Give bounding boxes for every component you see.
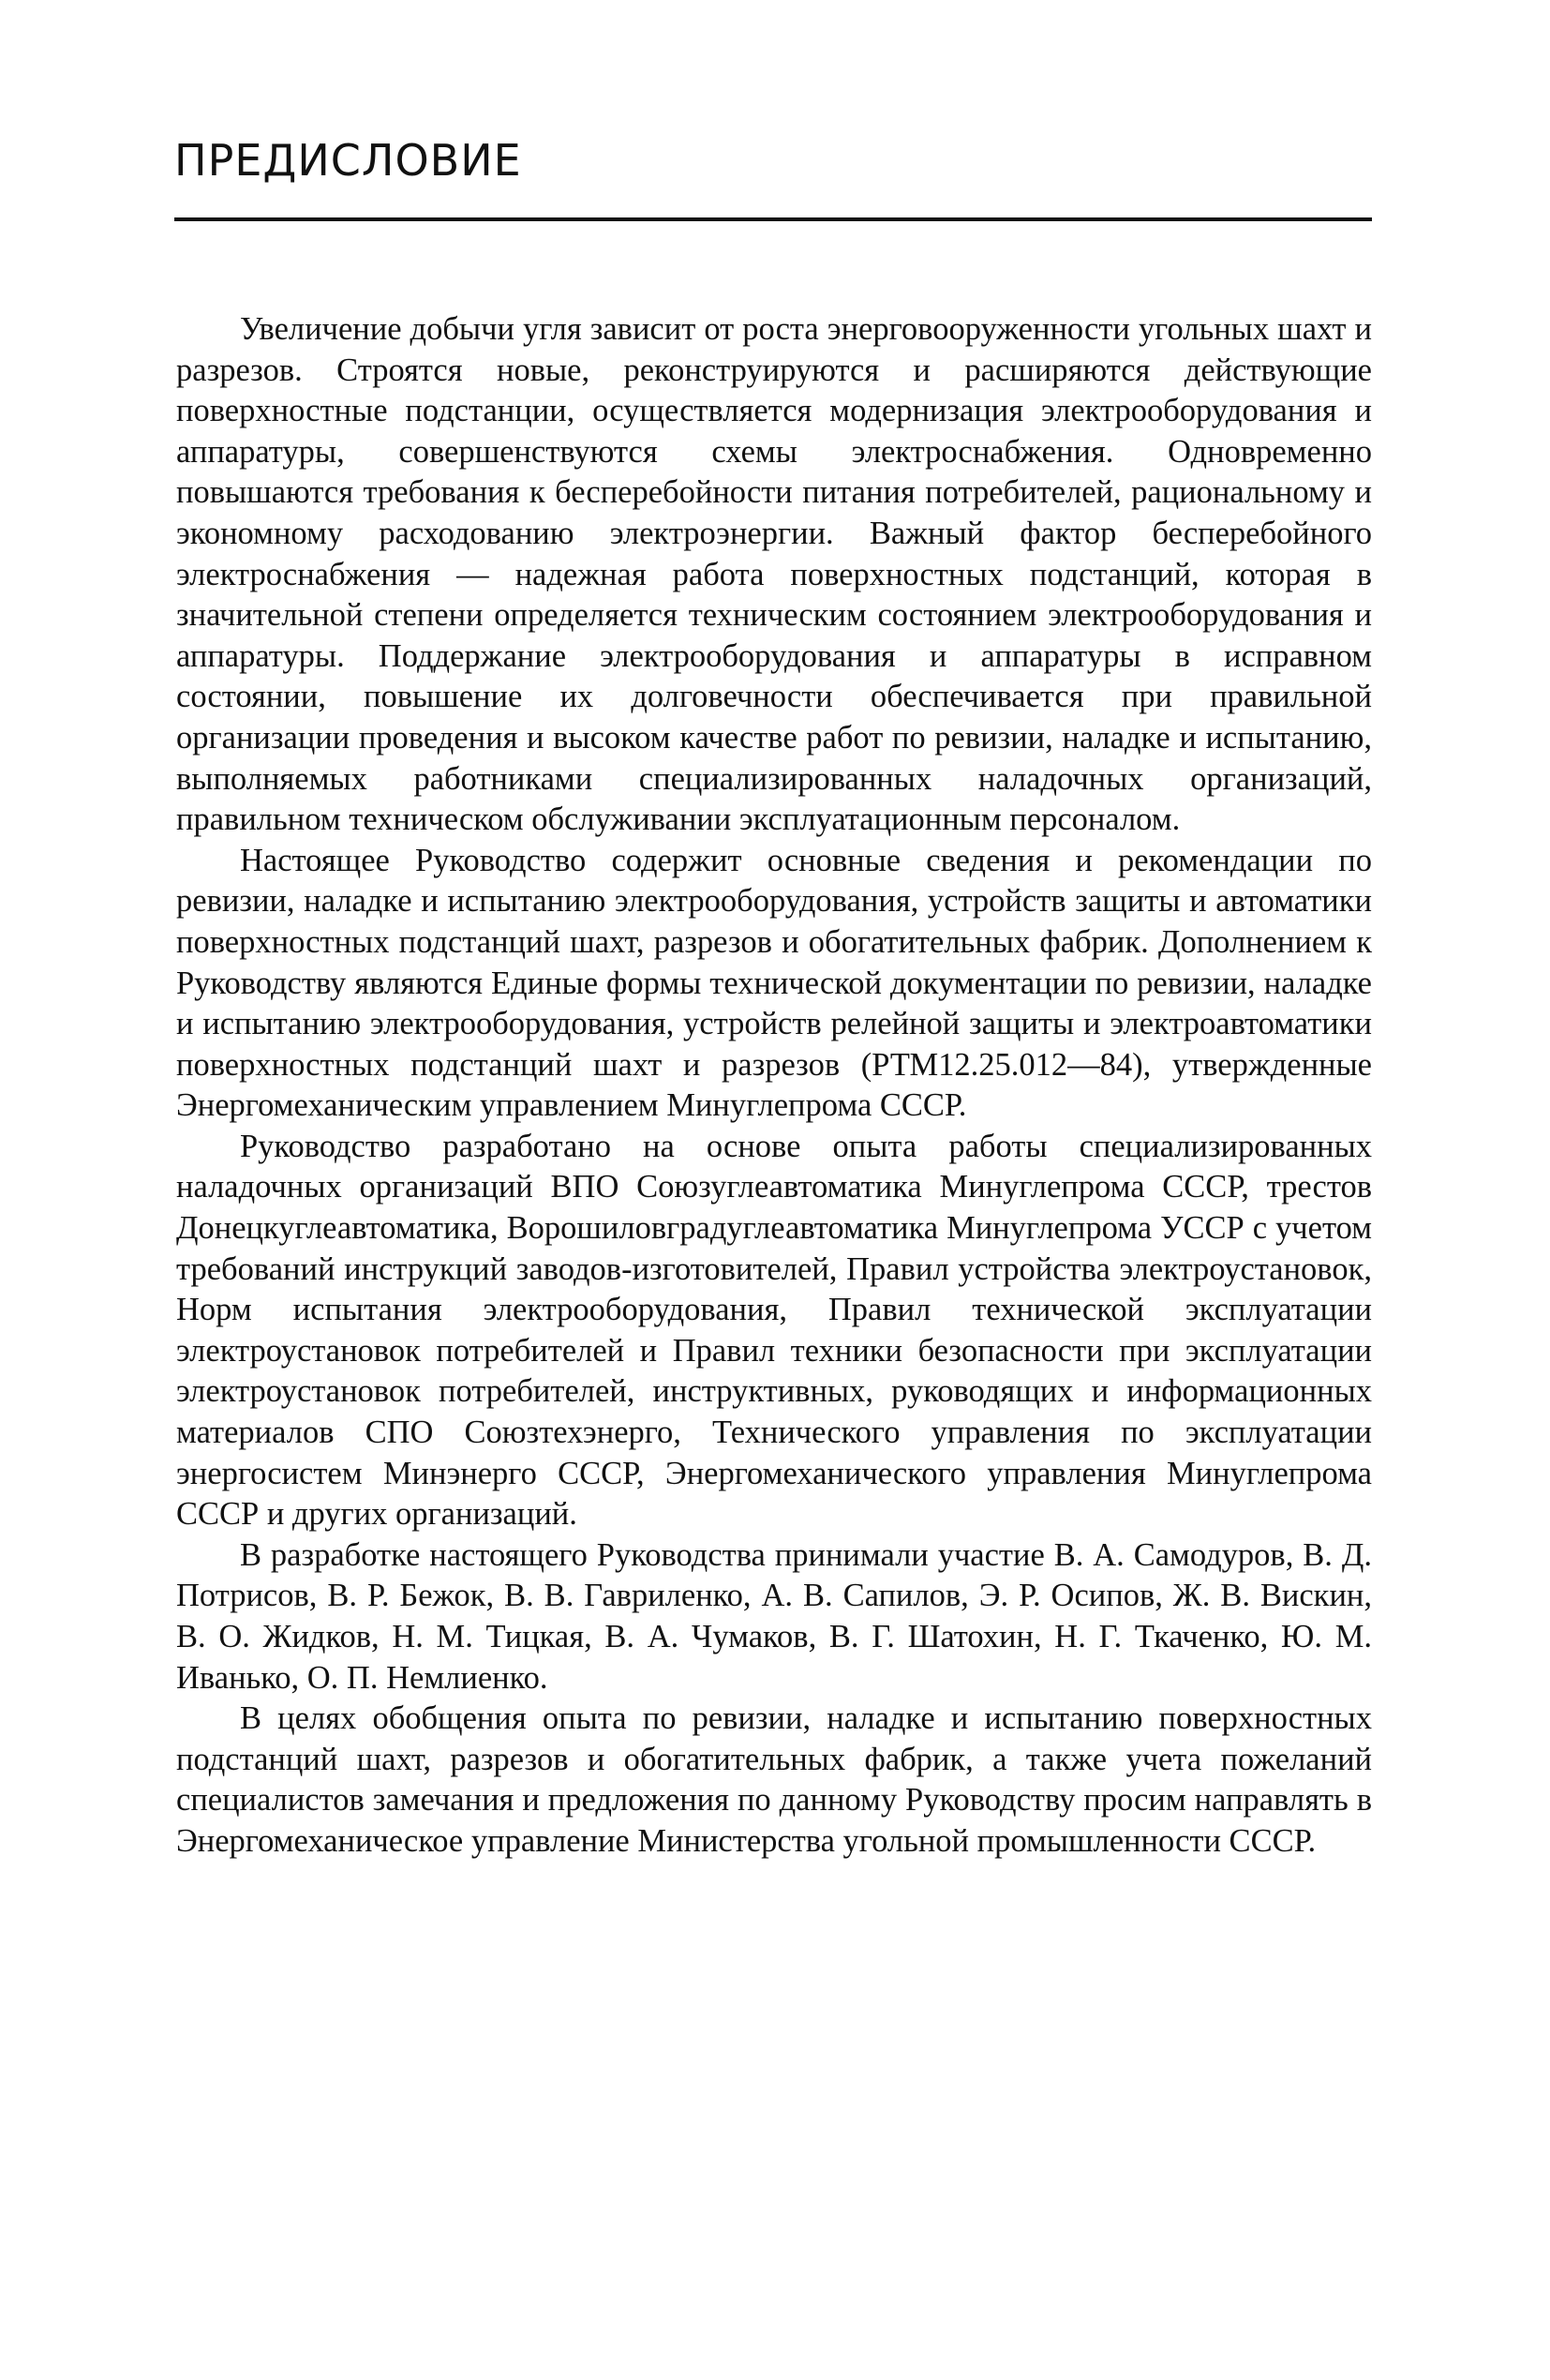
paragraph-intro: Увеличение добычи угля зависит от роста энерговооруженности угольных шахт и разрезов. Строятся новые, реконструируются и расширяются действующие поверхностные подстанции, осуществляется модернизация электрооборудования и аппаратуры, совершенствуются схемы электроснабжения. Одновременно повышаются требования к бесперебойности питания потребителей, рациональному и экономному расходованию электроэнергии. Важный фактор бесперебойного электроснабжения — надежная работа поверхностных подстанций, которая в значительной степени определяется техническим состоянием электрооборудования и аппаратуры. Поддержание электрооборудования и аппаратуры в исправном состоянии, повышение их долговечности обеспечивается при правильной организации проведения и высоком качестве работ по ревизии, наладке и испытанию, выполняемых работниками специализированных наладочных организаций, правильном техническом обслуживании эксплуатационным персоналом. — [176, 311, 1372, 838]
paragraph-authors: В разработке настоящего Руководства принимали участие В. А. Самодуров, В. Д. Потрисов, В. Р. Бежок, В. В. Гавриленко, А. В. Сапилов, Э. Р. Осипов, Ж. В. Вискин, В. О. Жидков, Н. М. Тицкая, В. А. Чумаков, В. Г. Шатохин, Н. Г. Ткаченко, Ю. М. Иванько, О. П. Немлиенко. — [176, 1536, 1372, 1696]
paragraph-feedback: В целях обобщения опыта по ревизии, наладке и испытанию поверхностных подстанций шахт, разрезов и обогатительных фабрик, а также учета пожеланий специалистов замечания и предложения по данному Руководству просим направлять в Энергомеханическое управление Министерства угольной промышленности СССР. — [176, 1700, 1372, 1859]
page-title: ПРЕДИСЛОВИЕ — [174, 135, 522, 186]
body-text — [176, 309, 1372, 1863]
title-divider — [174, 217, 1372, 221]
paragraph-basis: Руководство разработано на основе опыта работы специализированных наладочных организаций ВПО Союзуглеавтоматика Минуглепрома СССР, трестов Донецкуглеавтоматика, Ворошиловградуглеавтоматика Минуглепрома УССР с учетом требований инструкций заводов-изготовителей, Правил устройства электроустановок, Норм испытания электрооборудования, Правил технической эксплуатации электроустановок потребителей и Правил техники безопасности при эксплуатации электроустановок потребителей, инструктивных, руководящих и информационных материалов СПО Союзтехэнерго, Технического управления по эксплуатации энергосистем Минэнерго СССР, Энергомеханического управления Минуглепрома СССР и других организаций. — [176, 1128, 1372, 1533]
paragraph-contents: Настоящее Руководство содержит основные сведения и рекомендации по ревизии, наладке и испытанию электрооборудования, устройств защиты и автоматики поверхностных подстанций шахт, разрезов и обогатительных фабрик. Дополнением к Руководству являются Единые формы технической документации по ревизии, наладке и испытанию электрооборудования, устройств релейной защиты и электроавтоматики поверхностных подстанций шахт и разрезов (РТМ12.25.012—84), утвержденные Энергомеханическим управлением Минуглепрома СССР. — [176, 842, 1372, 1124]
